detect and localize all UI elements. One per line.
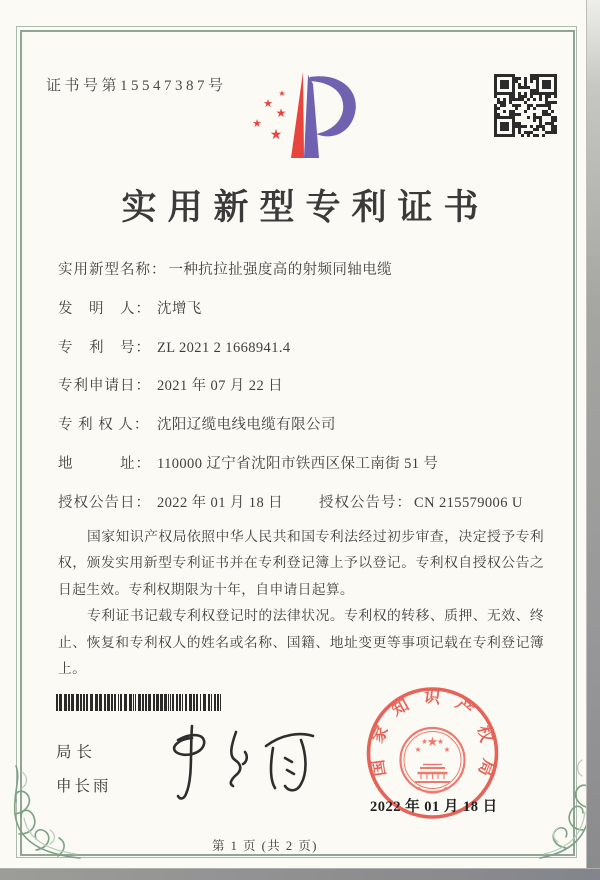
logo-star-icon: ★ bbox=[263, 98, 273, 110]
field-value: CN 215579006 U bbox=[414, 495, 523, 511]
field-value: 2022 年 01 月 18 日 bbox=[157, 495, 284, 511]
field-label: 专利申请日： bbox=[58, 378, 151, 394]
legal-paragraph-1: 国家知识产权局依照中华人民共和国专利法经过初步审查，决定授予专利权，颁发实用新型专利证书并在专利登记簿上予以登记。专利权自授权公告之日起生效。专利权期限为十年，自申请日起算。 bbox=[58, 529, 544, 597]
logo-red-wedge bbox=[291, 72, 304, 158]
field-label: 发 明 人： bbox=[58, 301, 151, 317]
emblem-star-icon: ★ bbox=[414, 745, 422, 754]
field-label: 授权公告号： bbox=[319, 495, 413, 511]
field-value: 沈阳辽缆电线电缆有限公司 bbox=[157, 417, 336, 433]
field-value: 2021 年 07 月 22 日 bbox=[157, 378, 284, 394]
field-value: 一种抗拉扯强度高的射频同轴电缆 bbox=[168, 262, 392, 278]
emblem-star-icon: ★ bbox=[421, 737, 428, 746]
emblem-star-icon: ★ bbox=[443, 745, 451, 754]
field-label: 专 利 权 人： bbox=[58, 417, 150, 433]
legal-paragraph-2: 专利证书记载专利权登记时的法律状况。专利权的转移、质押、无效、终止、恢复和专利权人的姓名或名称、国籍、地址变更等事项记载在专利登记簿上。 bbox=[58, 608, 544, 677]
cnipa-logo-icon bbox=[246, 70, 364, 162]
emblem-star-icon: ★ bbox=[437, 737, 444, 746]
field-row-filing-date bbox=[58, 374, 283, 395]
field-row-address bbox=[58, 452, 438, 473]
barcode bbox=[56, 694, 224, 711]
certificate-title: 实用新型专利证书 bbox=[121, 188, 490, 227]
field-label: 地 址： bbox=[58, 456, 151, 472]
field-row-inventor bbox=[58, 297, 202, 318]
certificate-number: 证书号第15547387号 bbox=[46, 78, 227, 94]
field-value: 沈增飞 bbox=[157, 301, 202, 317]
field-label: 授权公告日： bbox=[58, 495, 151, 511]
director-title: 局长 bbox=[56, 744, 98, 761]
field-row-grant bbox=[58, 491, 523, 512]
corner-ornament-left-icon bbox=[6, 764, 86, 860]
grant-date-stamp: 2022 年 01 月 18 日 bbox=[370, 799, 498, 815]
director-signature bbox=[148, 720, 323, 810]
qr-code bbox=[494, 74, 557, 137]
legal-text bbox=[58, 524, 544, 682]
scan-paper-edge-right bbox=[586, 0, 600, 880]
logo-purple-stem bbox=[304, 75, 319, 158]
logo-star-icon: ★ bbox=[275, 106, 287, 120]
logo-star-icon: ★ bbox=[252, 118, 262, 130]
logo-star-icon: ★ bbox=[278, 89, 286, 98]
national-emblem-icon bbox=[401, 728, 465, 793]
field-value: ZL 2021 2 1668941.4 bbox=[157, 340, 291, 356]
scan-paper-edge-bottom bbox=[0, 868, 600, 880]
field-row-patent-no bbox=[58, 336, 291, 357]
emblem-star-icon: ★ bbox=[426, 734, 439, 749]
field-label: 专 利 号： bbox=[58, 340, 151, 356]
seal-ring-text: 国家知识产权局 bbox=[365, 686, 500, 792]
field-row-patentee bbox=[58, 413, 336, 434]
logo-star-icon: ★ bbox=[269, 128, 283, 143]
field-row-name bbox=[58, 258, 392, 279]
page-number: 第 1 页 (共 2 页) bbox=[212, 839, 318, 853]
director-name: 申长雨 bbox=[56, 778, 112, 795]
field-label: 实用新型名称： bbox=[58, 262, 167, 278]
field-value: 110000 辽宁省沈阳市铁西区保工南街 51 号 bbox=[157, 456, 439, 472]
